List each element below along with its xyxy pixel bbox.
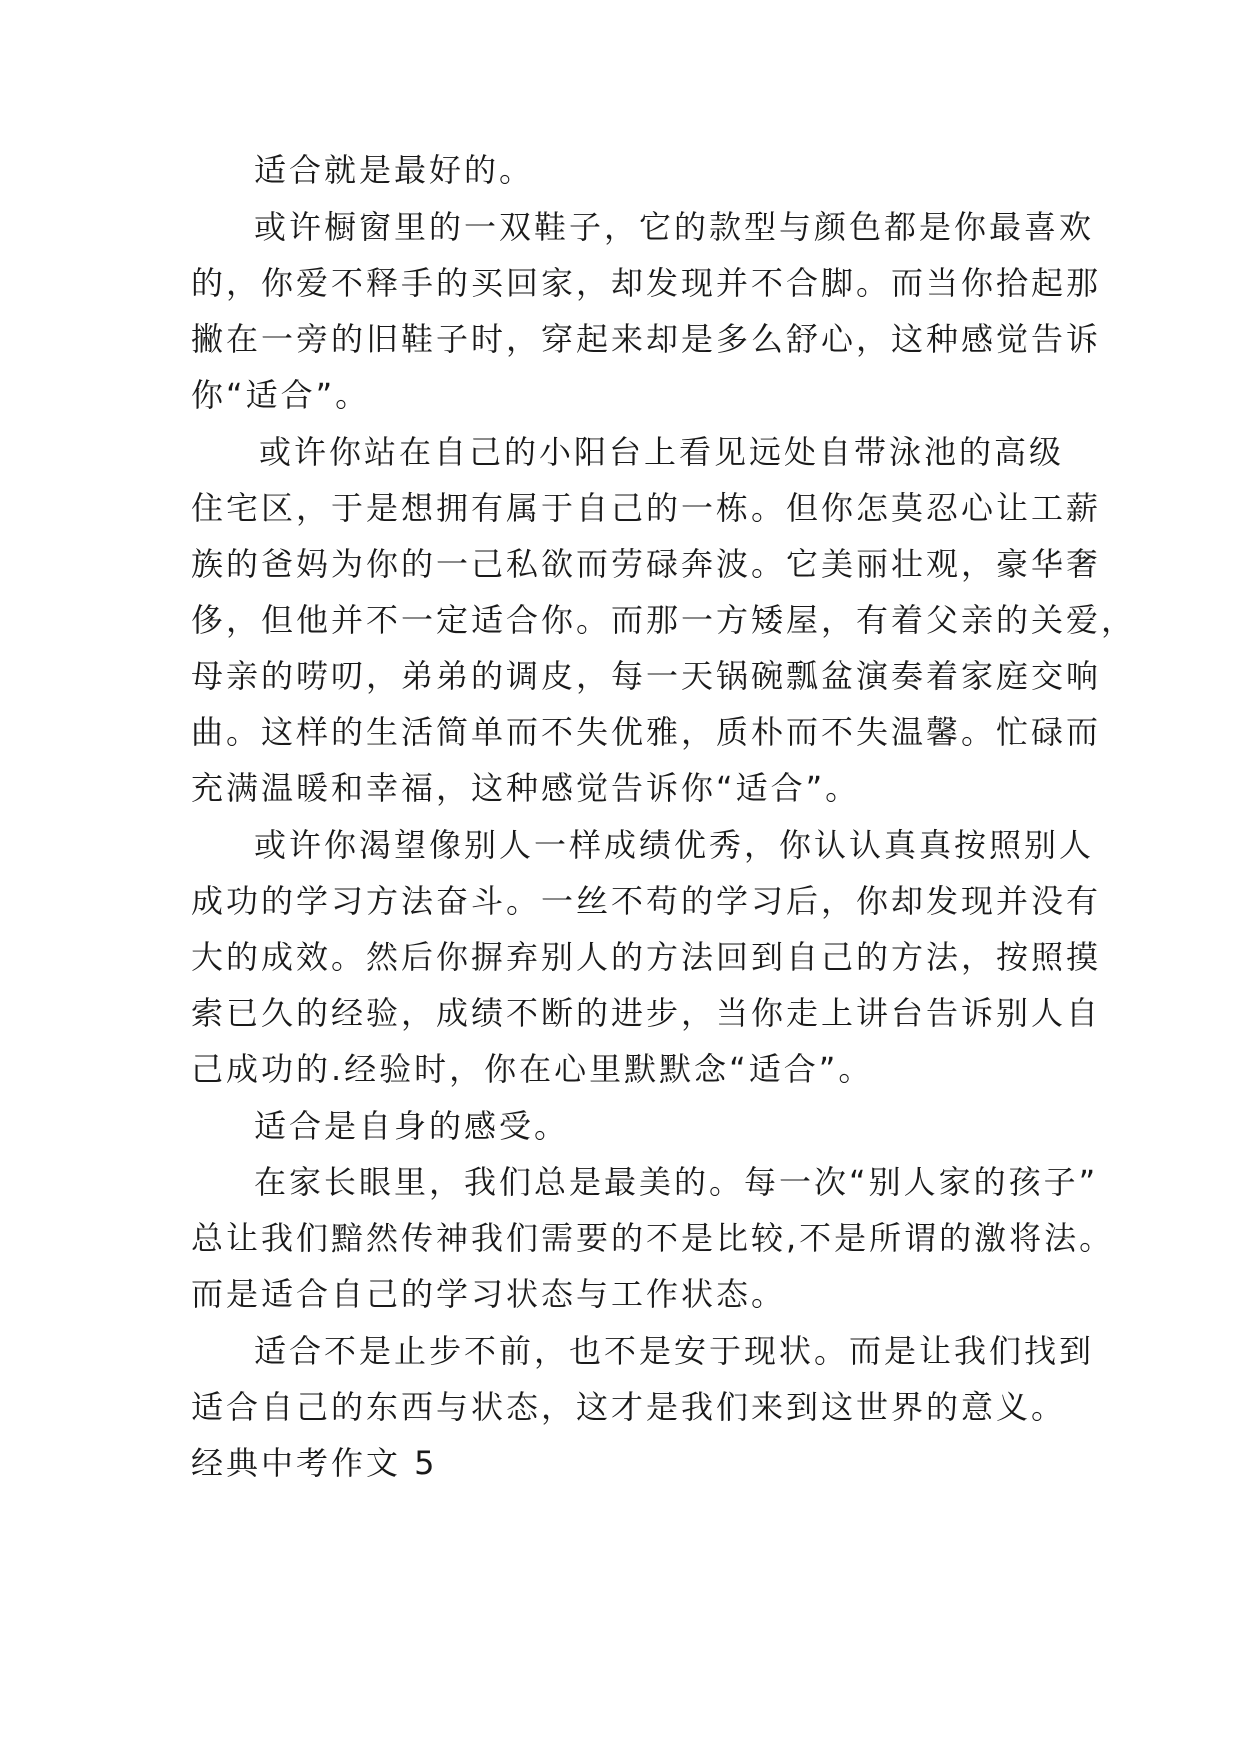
text-line: 或许你站在自己的小阳台上看见远处自带泳池的高级: [259, 433, 1065, 471]
text-line: 索已久的经验，成绩不断的进步，当你走上讲台告诉别人自: [191, 994, 1102, 1032]
text-line: 己成功的.经验时，你在心里默默念“适合”。: [191, 1050, 874, 1088]
text-line: 住宅区，于是想拥有属于自己的一栋。但你怎莫忍心让工薪: [191, 489, 1102, 527]
text-line: 适合就是最好的。: [254, 151, 535, 189]
text-line: 撇在一旁的旧鞋子时，穿起来却是多么舒心，这种感觉告诉: [191, 320, 1102, 358]
text-line: 而是适合自己的学习状态与工作状态。: [191, 1275, 787, 1313]
text-line: 你“适合”。: [191, 376, 371, 414]
text-line: 适合是自身的感受。: [254, 1107, 570, 1145]
text-line: 充满温暖和幸福，这种感觉告诉你“适合”。: [191, 769, 861, 807]
text-line: 的，你爱不释手的买回家，却发现并不合脚。而当你拾起那: [191, 264, 1102, 302]
text-line: 适合不是止步不前，也不是安于现状。而是让我们找到: [254, 1332, 1095, 1370]
text-line: 总让我们黯然传神我们需要的不是比较,不是所谓的激将法。: [191, 1219, 1115, 1257]
text-line: 侈，但他并不一定适合你。而那一方矮屋，有着父亲的关爱，: [191, 601, 1137, 639]
section-heading: 经典中考作文 5: [191, 1444, 438, 1482]
text-line: 在家长眼里，我们总是最美的。每一次“别人家的孩子”: [254, 1163, 1099, 1201]
text-line: 成功的学习方法奋斗。一丝不苟的学习后，你却发现并没有: [191, 882, 1102, 920]
text-line: 或许你渴望像别人一样成绩优秀，你认认真真按照别人: [254, 826, 1095, 864]
text-line: 大的成效。然后你摒弃别人的方法回到自己的方法，按照摸: [191, 938, 1102, 976]
text-line: 曲。这样的生活简单而不失优雅，质朴而不失温馨。忙碌而: [191, 713, 1102, 751]
text-line: 母亲的唠叨，弟弟的调皮，每一天锅碗瓢盆演奏着家庭交响: [191, 657, 1102, 695]
text-line: 族的爸妈为你的一己私欲而劳碌奔波。它美丽壮观，豪华奢: [191, 545, 1102, 583]
text-line: 或许橱窗里的一双鞋子，它的款型与颜色都是你最喜欢: [254, 208, 1095, 246]
text-line: 适合自己的东西与状态，这才是我们来到这世界的意义。: [191, 1388, 1067, 1426]
